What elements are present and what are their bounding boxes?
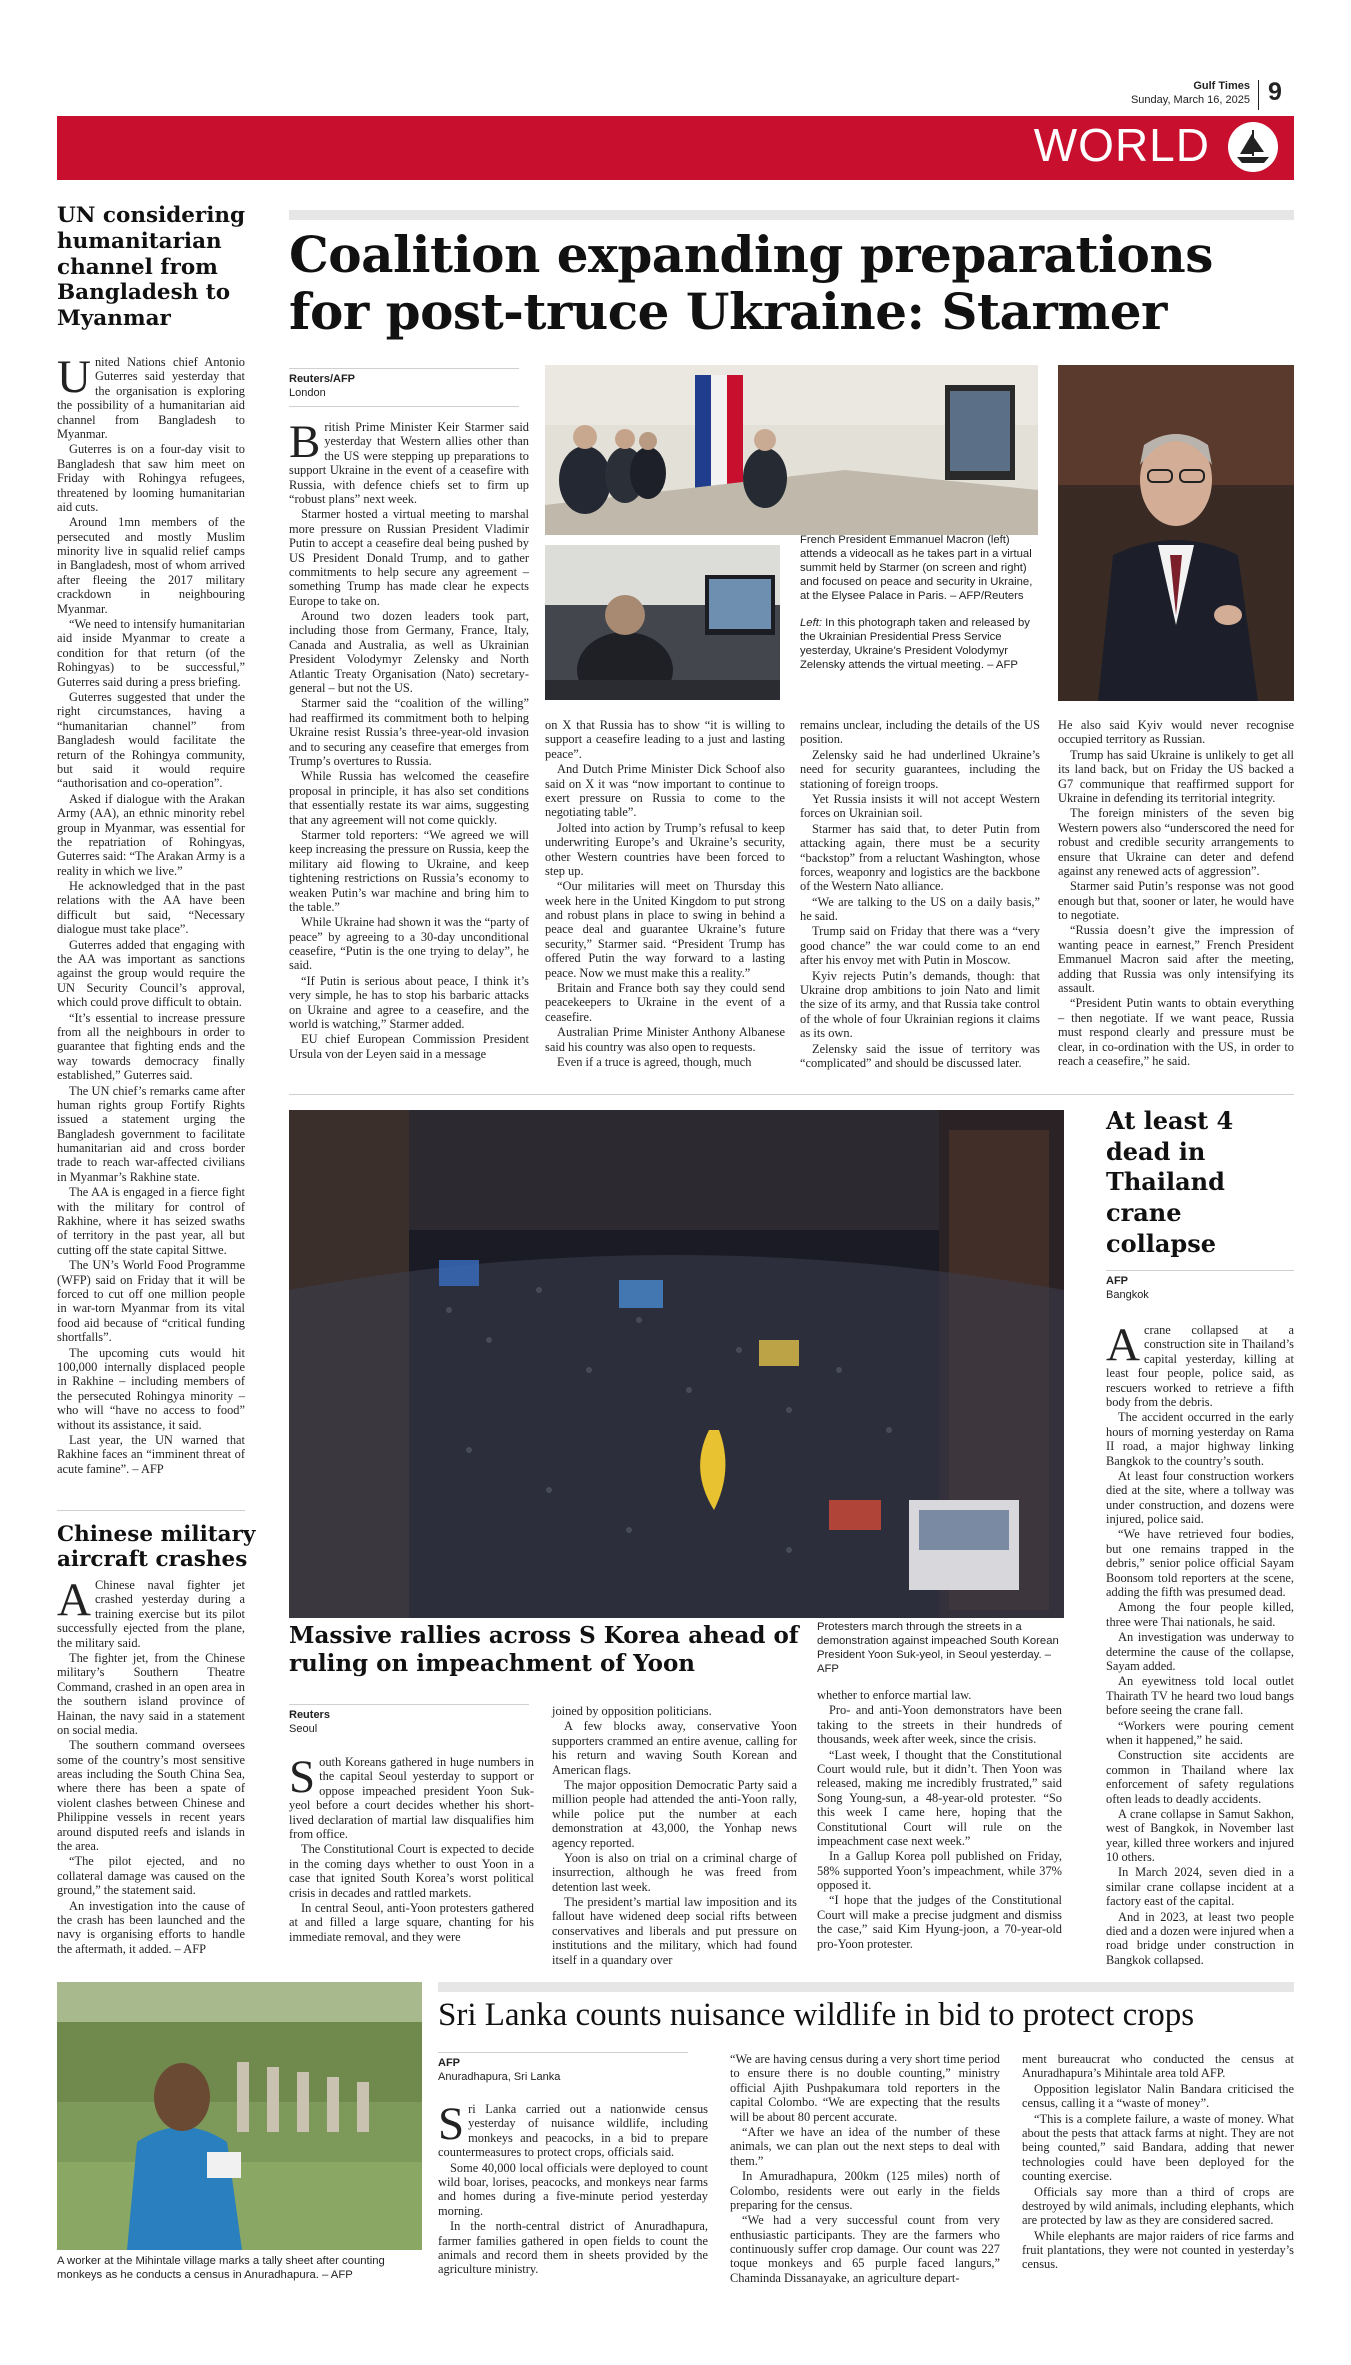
ukraine-byline: Reuters/AFP London: [289, 368, 519, 407]
srilanka-byline: AFP Anuradhapura, Sri Lanka: [438, 2052, 688, 2085]
china-headline: Chinese military aircraft crashes: [57, 1522, 256, 1573]
korea-dropcap: S: [289, 1751, 316, 1803]
zelensky-caption: Left: In this photograph taken and released by the Ukrainian Presidential Press Service yesterday, Ukraine’s President Volodymyr Zelensky attends the virtual meeting. – AFP: [800, 616, 1030, 671]
lead-top-rule: [289, 210, 1294, 220]
srilanka-col-3: ment bureaucrat who conducted the census at Anuradhapura’s Mihintale area told AFP. Opposition legislator Nalin Bandara criticised the census, calling it a “waste of money”. “This is a complete failure, a waste of money. What about the pests that attack farms at night. They are not being counted,” said Bandara, adding that newer technologies could have been deployed for the counting exercise. Officials say more than a third of crops are destroyed by wild animals, including elephants, which are protected by law as they are considered sacred. While elephants are major raiders of rice farms and fruit plantations, they were not counted in yesterday’s census.: [1022, 2052, 1294, 2272]
macron-caption: French President Emmanuel Macron (left) attends a videocall as he takes part in a virtual summit held by Starmer (on screen and right) and focused on peace and security in Ukraine, at the Elysee Palace in Paris. – AFP/Reuters: [800, 534, 1033, 603]
paper-name: Gulf Times: [1193, 80, 1250, 92]
thailand-byline: AFP Bangkok: [1106, 1270, 1294, 1303]
ukraine-col-1: British Prime Minister Keir Starmer said yesterday that Western allies other than the US were stepping up preparations to support Ukraine in the event of a ceasefire with Russia, with defence chiefs set to firm up “robust plans” next week. Starmer hosted a virtual meeting to marshal more pressure on Russian President Vladimir Putin to accept a ceasefire deal being pushed by US President Donald Trump, and to gather commitments to help secure any agreement – something Trump has made clear he expects Europe to take on. Around two dozen leaders took part, including those from Germany, France, Italy, Canada and Australia, as well as Ukrainian President Volodymyr Zelensky and North Atlantic Treaty Organisation (Nato) secretary-general – but not the US. Starmer said the “coalition of the willing” had reaffirmed its commitment both to helping Ukraine resist Russia’s three-year-old invasion and to securing any ceasefire that emerges from Trump’s overtures to Russia. While Russia has welcomed the ceasefire proposal in principle, it has also set conditions that essentially restate its war aims, suggesting that any agreement will not come quickly. Starmer told reporters: “We agreed we will keep increasing the pressure on Russia, keep the military aid flowing to Ukraine, and keep tightening restrictions on Russia’s economy to weaken Putin’s war machine and bring him to the table.” While Ukraine had shown it was the “party of peace” by agreeing to a 30-day unconditional ceasefire, “Putin is the one trying to delay”, he said. “If Putin is serious about peace, I think it’s very simple, he has to stop his barbaric attacks on Ukraine and agree to a ceasefire, and the world is watching,” Starmer added. EU chief European Commission President Ursula von der Leyen said in a message: [289, 416, 529, 1061]
page-number: 9: [1268, 78, 1282, 106]
ukraine-col-2: on X that Russia has to show “it is willing to support a ceasefire leading to a just and lasting peace”. And Dutch Prime Minister Dick Schoof also said on X it was “now important to continue to exert pressure on Russia to come to the negotiating table”. Jolted into action by Trump’s refusal to keep underwriting Europe’s and Ukraine’s security, other Western countries have been forced to step up. “Our militaries will meet on Thursday this week here in the United Kingdom to put strong and robust plans in place to swing in behind a peace deal and guarantee Ukraine’s future security,” Starmer said. “President Trump has offered Putin the way forward to a lasting peace. Now we must make this a reality.” Britain and France both say they could send peacekeepers to Ukraine in the event of a ceasefire. Australian Prime Minister Anthony Albanese said his country was also open to requests. Even if a truce is agreed, though, much: [545, 718, 785, 1069]
srilanka-col-1: Sri Lanka carried out a nationwide census yesterday of nuisance wildlife, including monkeys and peacocks, in a bid to prepare countermeasures to protect crops, officials said. Some 40,000 local officials were deployed to count wild boar, lorises, peacocks, and monkeys near farms and homes during a five-minute period yesterday morning. In the north-central district of Anuradhapura, farmer families gathered in open fields to count the animals and record them in sheets provided by the agriculture ministry.: [438, 2098, 708, 2277]
un-headline: UN considering humanitarian channel from Bangladesh to Myanmar: [57, 203, 246, 332]
un-dropcap: U: [57, 351, 91, 403]
korea-byline: Reuters Seoul: [289, 1704, 529, 1737]
ukraine-headline: Coalition expanding preparations for post-truce Ukraine: Starmer: [289, 225, 1213, 341]
dhow-logo-icon: [1228, 122, 1278, 172]
issue-date: Sunday, March 16, 2025: [1130, 94, 1250, 106]
un-body: United Nations chief Antonio Guterres said yesterday that the organisation is exploring the possibility of a humanitarian aid channel from Bangladesh to Myanmar. Guterres is on a four-day visit to Bangladesh that saw him meet on Friday with Rohingya refugees, threatened by looming humanitarian aid cuts. Around 1mn members of the persecuted and mostly Muslim minority live in squalid relief camps in Bangladesh, most of whom arrived after fleeing the 2017 military crackdown in neighbouring Myanmar. “We need to intensify humanitarian aid inside Myanmar to create a condition for that return (of the Rohingyas) to be successful,” Guterres said during a press briefing. Guterres suggested that under the right circumstances, having a “humanitarian channel” from Bangladesh would facilitate the return of the Rohingya community, but said it would require “authorisation and co-operation”. Asked if dialogue with the Arakan Army (AA), an ethnic minority rebel group in Myanmar, was essential for the repatriation of Rohingyas, Guterres said: “The Arakan Army is a reality in which we live.” He acknowledged that in the past relations with the AA have been difficult but said, “Necessary dialogue must take place”. Guterres added that engaging with the AA was important as sanctions against the group would require the UN Security Council’s approval, which could prove difficult to obtain. “It’s essential to increase pressure from all the neighbours in order to guarantee that fighting ends and the way towards democracy finally established,” Guterres said. The UN chief’s remarks came after human rights group Fortify Rights issued a statement urging the Bangladesh government to facilitate humanitarian aid and cross border trade to reach war-affected civilians in Myanmar’s Rakhine state. The AA is engaged in a fierce fight with the military for control of Rakhine, where it has seized swaths of territory in the past year, all but cutting off the state capital Sittwe. The UN’s World Food Programme (WFP) said on Friday that it will be forced to cut off one million people in war-torn Myanmar from its vital food aid because of “critical funding shortfalls”. The upcoming cuts would hit 100,000 internally displaced people in Rakhine – including members of the persecuted Rohingya minority – who will “have no access to food” without its assistance, it said. Last year, the UN warned that Rakhine faces an “imminent threat of acute famine”. – AFP: [57, 351, 245, 1476]
srilanka-photo-caption: A worker at the Mihintale village marks a tally sheet after counting monkeys as he conducts a census in Anuradhapura. – AFP: [57, 2255, 385, 2282]
ukraine-col-4: He also said Kyiv would never recognise occupied territory as Russian. Trump has said Ukraine is unlikely to get all its land back, but on Friday the US backed a G7 communique that reaffirmed support for Ukraine in defending its territorial integrity. The foreign ministers of the seven big Western powers also “underscored the need for robust and credible security arrangements to ensure that Ukraine can deter and defend against any renewed acts of aggression”. Starmer said Putin’s response was not good enough but that, sooner or later, he would have to negotiate. “Russia doesn’t give the impression of wanting peace in earnest,” French President Emmanuel Macron said after the meeting, adding that Russia was only intensifying its assault. “President Putin wants to obtain everything – then negotiate. If we want peace, Russia must respond clearly and pressure must be clear, in co-ordination with the US, in order to reach a ceasefire,” he said.: [1058, 718, 1294, 1068]
srilanka-top-rule: [438, 1982, 1294, 1992]
lead-bottom-rule: [289, 1094, 1294, 1095]
korea-headline: Massive rallies across S Korea ahead of ruling on impeachment of Yoon: [289, 1622, 799, 1677]
zelensky-meeting-photo: [545, 545, 780, 700]
srilanka-census-photo: [57, 1982, 422, 2250]
ukraine-photo-caption: [800, 533, 1040, 672]
srilanka-dropcap: S: [438, 2098, 465, 2150]
korea-col-2: joined by opposition politicians. A few blocks away, conservative Yoon supporters crammed an entire avenue, calling for his return and waving South Korean and American flags. The major opposition Democratic Party said a million people had attended the anti-Yoon rally, while police put the number at each demonstration at 43,000, the Yonhap news agency reported. Yoon is also on trial on a criminal charge of insurrection, although he was freed from detention last week. The president’s martial law imposition and its fallout have widened deep social rifts between conservatives and liberals and put pressure on institutions and the military, which had found itself in a quandary over: [552, 1704, 797, 1967]
ukraine-dropcap: B: [289, 416, 321, 468]
sidebar-divider: [57, 1510, 245, 1511]
china-body: A Chinese naval fighter jet crashed yesterday during a training exercise but its pilot successfully ejected from the plane, the military said. The fighter jet, from the Chinese military’s Southern Theatre Command, crashed in an open area in the southern island province of Hainan, the navy said in a statement on social media. The southern command oversees some of the country’s most sensitive areas including the South China Sea, where there has been a spate of violent clashes between Chinese and Philippine vessels in recent years around disputed reefs and islands in the area. “The pilot ejected, and no collateral damage was caused on the ground,” the statement said. An investigation into the cause of the crash has been launched and the navy is organising efforts to handle the aftermath, it added. – AFP: [57, 1574, 245, 1956]
srilanka-headline: Sri Lanka counts nuisance wildlife in bid to protect crops: [438, 1997, 1195, 2033]
seoul-protest-photo: [289, 1110, 1064, 1618]
korea-col-1: South Koreans gathered in huge numbers in the capital Seoul yesterday to support or oppose impeached president Yoon Suk-yeol before a court decides whether his short-lived declaration of martial law disqualifies him from office. The Constitutional Court is expected to decide in the coming days whether to oust Yoon in a case that ignited South Korea’s worst political crisis in decades and rattled markets. In central Seoul, anti-Yoon protesters gathered at and filled a large square, chanting for his immediate removal, and they were: [289, 1751, 534, 1944]
thailand-dropcap: A: [1106, 1319, 1140, 1371]
ukraine-col-3: remains unclear, including the details of the US position. Zelensky said he had underlined Ukraine’s need for security guarantees, including the stationing of foreign troops. Yet Russia insists it will not accept Western forces on Ukrainian soil. Starmer has said that, to deter Putin from attacking again, there must be a security “backstop” from a reluctant Washington, whose forces, weaponry and logistics are the backbone of the Western Nato alliance. “We are talking to the US on a daily basis,” he said. Trump said on Friday that there was a “very good chance” the war could come to an end after his envoy met with Putin in Moscow. Kyiv rejects Putin’s demands, though: that Ukraine drop ambitions to join Nato and limit the size of its army, and that Russia take control of the whole of four Ukrainian regions it claims as its own. Zelensky said the issue of territory was “complicated” and should be discussed later.: [800, 718, 1040, 1070]
macron-videocall-photo: [545, 365, 1038, 535]
srilanka-col-2: “We are having census during a very short time period to ensure there is no double counting,” ministry official Ajith Pushpakumara told reporters in the capital Colombo. “We are expecting that the results will be about 80 percent accurate. “After we have an idea of the number of these animals, we can plan out the next steps to deal with them.” In Amuradhapura, 200km (125 miles) north of Colombo, residents were out early in the fields preparing for the census. “We had a very successful count from very enthusiastic participants. They are the farmers who continuously suffer crop damage. Our count was 227 toque monkeys and 65 purple faced langurs,” Chaminda Dissanayake, an agriculture depart-: [730, 2052, 1000, 2285]
section-title: WORLD: [1033, 119, 1210, 171]
thailand-body: Acrane collapsed at a construction site in Thailand’s capital yesterday, killing at least four people, police said, as rescuers worked to retrieve a fifth body from the debris. The accident occurred in the early hours of morning yesterday on Rama II road, a major highway linking Bangkok to the country’s south. At least four construction workers died at the site, where a tollway was under construction, and dozens were injured, police said. “We have retrieved four bodies, but one remains trapped in the debris,” senior police official Sayam Boonsom told reporters at the scene, adding the fifth was presumed dead. Among the four people killed, three were Thai nationals, he said. An investigation was underway to determine the cause of the collapse, Sayam added. An eyewitness told local outlet Thairath TV he heard two loud bangs before seeing the crane fall. “Workers were pouring cement when it happened,” he said. Construction site accidents are common in Thailand where lax enforcement of safety regulations often leads to deadly accidents. A crane collapse in Samut Sakhon, west of Bangkok, in November last year, killed three workers and injured 10 others. In March 2024, seven died in a similar crane collapse incident at a factory east of the capital. And in 2023, at least two people died and a dozen were injured when a road bridge under construction in Bangkok collapsed.: [1106, 1319, 1294, 1967]
page-number-divider: [1258, 80, 1259, 110]
china-dropcap: A: [57, 1574, 91, 1626]
thailand-headline: At least 4 dead in Thailand crane collapse: [1106, 1106, 1234, 1258]
starmer-portrait-photo: [1058, 365, 1294, 701]
korea-col-3: whether to enforce martial law. Pro- and anti-Yoon demonstrators have been taking to the streets in their hundreds of thousands, week after week, since the crisis. “Last week, I thought that the Constitutional Court would rule, but it didn’t. Then Yoon was released, making me incredibly frustrated,” said Song Young-sun, a 48-year-old protester. “So this week I came here, hoping that the Constitutional Court will rule on the impeachment case next week.” In a Gallup Korea poll published on Friday, 58% supported Yoon’s impeachment, while 37% opposed it. “I hope that the judges of the Constitutional Court will make a precise judgment and dismiss the case,” said Kim Hyung-joon, a 70-year-old pro-Yoon protester.: [817, 1688, 1062, 1951]
korea-photo-caption: Protesters march through the streets in a demonstration against impeached South Korean President Yoon Suk-yeol, in Seoul yesterday. – AFP: [817, 1621, 1059, 1676]
